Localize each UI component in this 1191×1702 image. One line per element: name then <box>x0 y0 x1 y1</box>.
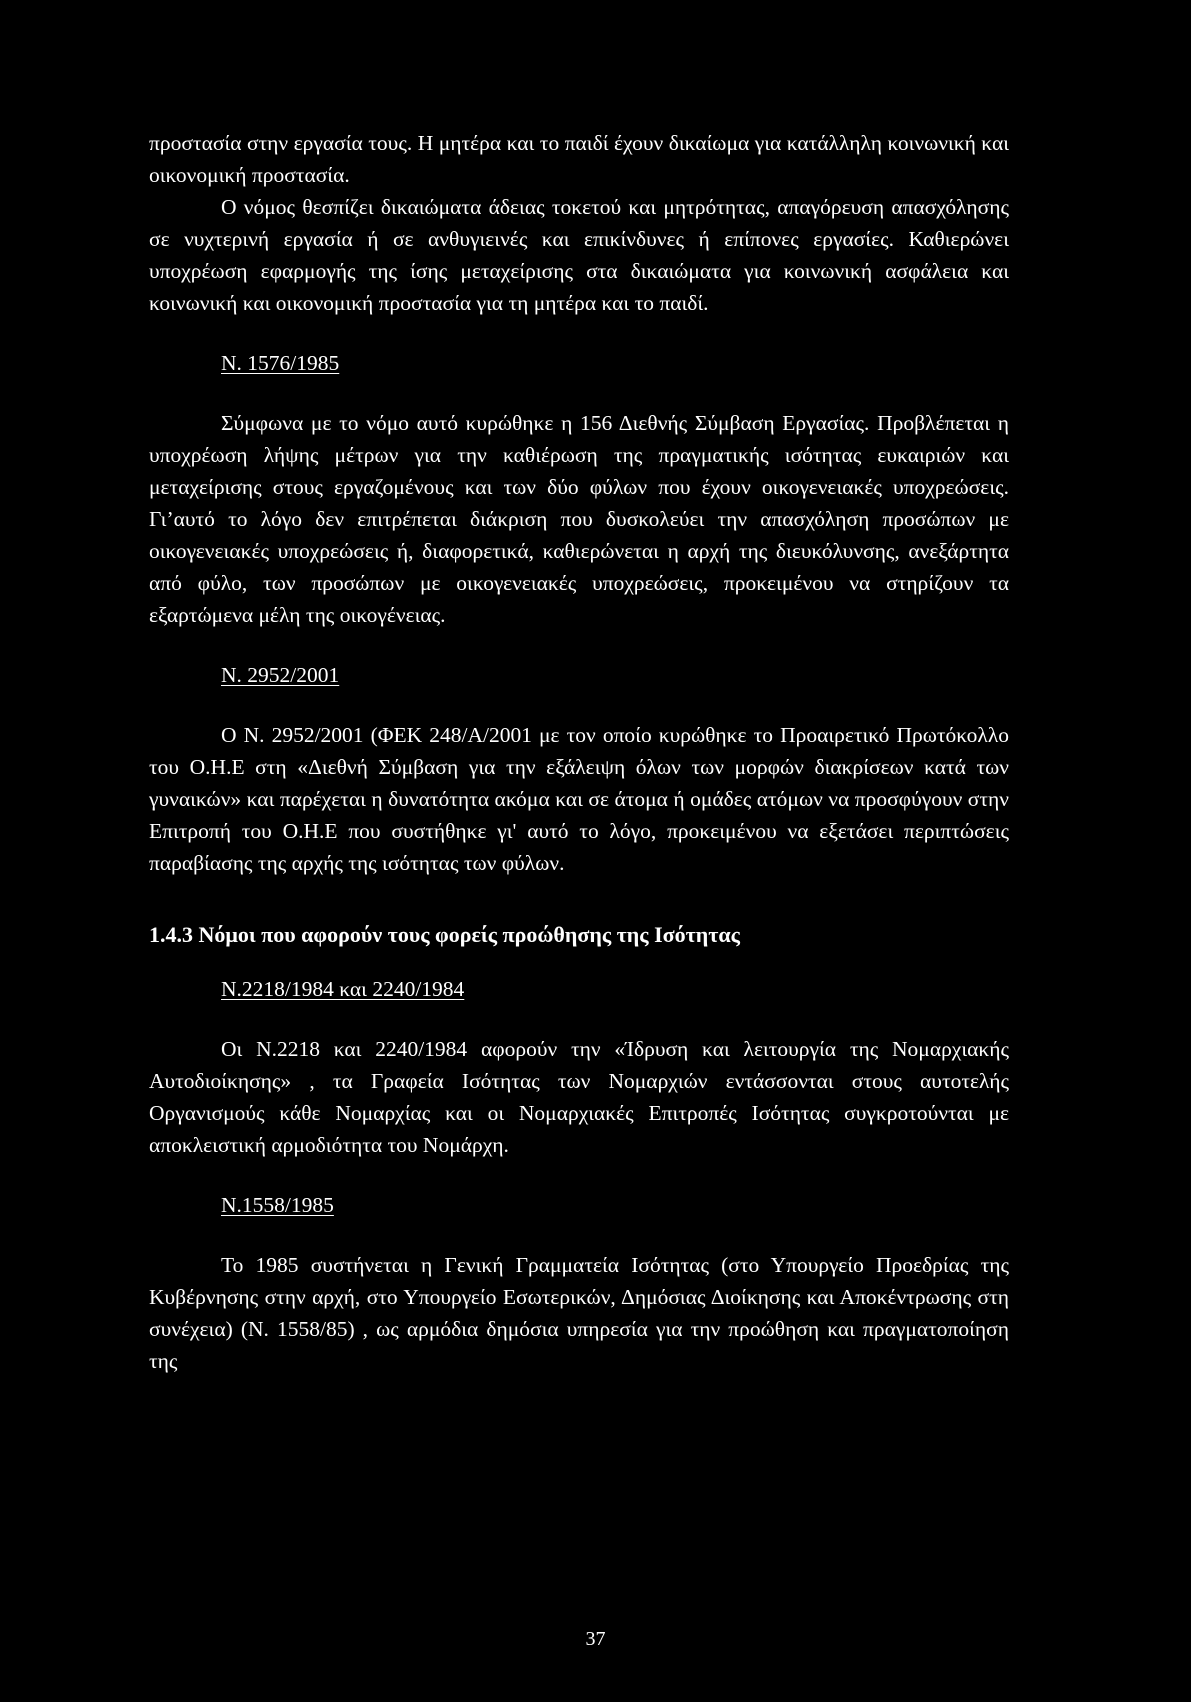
law-reference-2218-2240-1984: Ν.2218/1984 και 2240/1984 <box>221 977 465 1001</box>
paragraph-maternity-protection: προστασία στην εργασία τους. Η μητέρα και το παιδί έχουν δικαίωμα για κατάλληλη κοινωνική και οικονομική προστασία. <box>149 131 1009 187</box>
law-reference-2952-2001: Ν. 2952/2001 <box>221 663 340 687</box>
law-reference-1576-1985: Ν. 1576/1985 <box>221 351 340 375</box>
law-reference-1558-1985: Ν.1558/1985 <box>221 1193 334 1217</box>
paragraph-prefectural-equality-offices: Οι Ν.2218 και 2240/1984 αφορούν την «Ίδρυση και λειτουργία της Νομαρχιακής Αυτοδιοίκησης» , τα Γραφεία Ισότητας των Νομαρχιών εντάσσονται στους αυτοτελής Οργανισμούς κάθε Νομαρχίας και οι Νομαρχιακές Επιτροπές Ισότητας συγκροτούνται με αποκλειστική αρμοδιότητα του Νομάρχη. <box>149 1037 1009 1157</box>
paragraph-maternity-rights: Ο νόμος θεσπίζει δικαιώματα άδειας τοκετού και μητρότητας, απαγόρευση απασχόλησης σε νυχτερινή εργασία ή σε ανθυγιεινές και επικίνδυνες ή επίπονες εργασίες. Καθιερώνει υποχρέωση εφαρμογής της ίσης μεταχείρισης στα δικαιώματα για κοινωνική ασφάλεια και κοινωνική και οικονομική προστασία για τη μητέρα και το παιδί. <box>149 195 1009 315</box>
document-body <box>149 127 1009 1377</box>
page-number: 37 <box>585 1628 606 1650</box>
section-heading: 1.4.3 Νόμοι που αφορούν τους φορείς προώθησης της Ισότητας <box>149 922 740 947</box>
paragraph-ilo-convention-156: Σύμφωνα με το νόμο αυτό κυρώθηκε η 156 Διεθνής Σύμβαση Εργασίας. Προβλέπεται η υποχρέωση λήψης μέτρων για την καθιέρωση της πραγματικής ισότητας ευκαιριών και μεταχείρισης στους εργαζομένους και των δύο φύλων που έχουν οικογενειακές υποχρεώσεις. Γι’αυτό το λόγο δεν επιτρέπεται διάκριση που δυσκολεύει την απασχόληση προσώπων με οικογενειακές υποχρεώσεις ή, διαφορετικά, καθιερώνεται η αρχή της διευκόλυνσης, ανεξάρτητα από φύλο, των προσώπων με οικογενειακές υποχρεώσεις, προκειμένου να στηρίζουν τα εξαρτώμενα μέλη της οικογένειας. <box>149 411 1009 627</box>
paragraph-general-secretariat-equality: Το 1985 συστήνεται η Γενική Γραμματεία Ισότητας (στο Υπουργείο Προεδρίας της Κυβέρνησης στην αρχή, στο Υπουργείο Εσωτερικών, Δημόσιας Διοίκησης και Αποκέντρωσης στη συνέχεια) (Ν. 1558/85) , ως αρμόδια δημόσια υπηρεσία για την προώθηση και πραγματοποίηση της <box>149 1253 1009 1373</box>
paragraph-un-optional-protocol: Ο Ν. 2952/2001 (ΦΕΚ 248/Α/2001 με τον οποίο κυρώθηκε το Προαιρετικό Πρωτόκολλο του Ο.Η.Ε στη «Διεθνή Σύμβαση για την εξάλειψη όλων των μορφών διακρίσεων κατά των γυναικών» και παρέχεται η δυνατότητα ακόμα και σε άτομα ή ομάδες ατόμων να προσφύγουν στην Επιτροπή του Ο.Η.Ε που συστήθηκε γι' αυτό το λόγο, προκειμένου να εξετάσει περιπτώσεις παραβίασης της αρχής της ισότητας των φύλων. <box>149 723 1009 875</box>
